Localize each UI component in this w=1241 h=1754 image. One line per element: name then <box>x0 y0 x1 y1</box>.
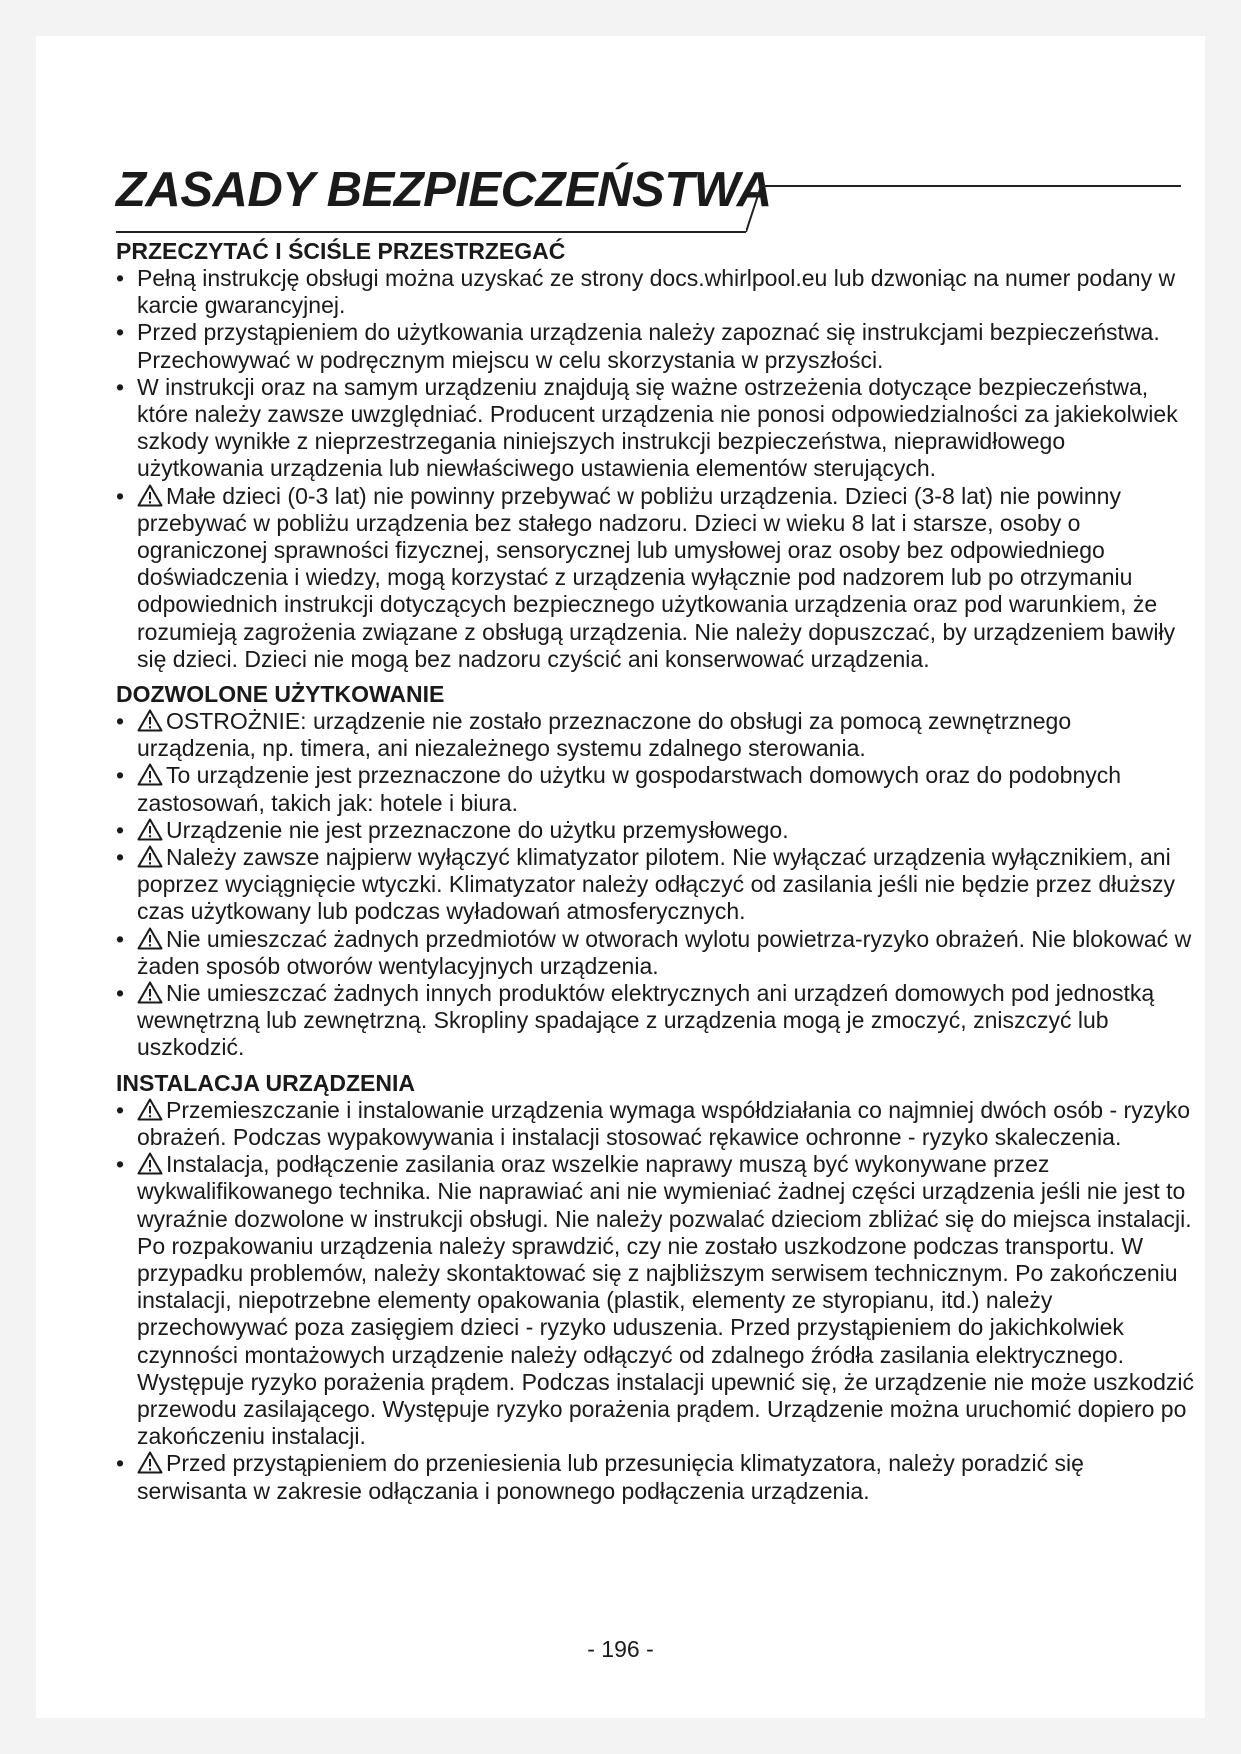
bullet-icon: • <box>116 265 125 291</box>
bullet-icon: • <box>116 482 125 509</box>
list-item <box>116 708 1196 762</box>
bullet-icon: • <box>116 844 125 871</box>
list-item <box>116 319 1196 373</box>
page-number: - 196 - <box>587 1636 654 1662</box>
list-item-text: Małe dzieci (0-3 lat) nie powinny przebywać w pobliżu urządzenia. Dzieci (3-8 lat) nie powinny przebywać w pobliżu urządzenia bez stałego nadzoru. Dzieci w wieku 8 lat i starsze, osoby o ograniczonej sprawności fizycznej, sensorycznej lub umysłowej oraz osoby bez odpowiedniego doświadczenia i wiedzy, mogą korzystać z urządzenia wyłącznie pod nadzorem lub po otrzymaniu odpowiednich instrukcji dotyczących bezpiecznego użytkowania urządzenia oraz pod warunkiem, że rozumieją zagrożenia związane z obsługą urządzenia. Nie należy dopuszczać, by urządzeniem bawiły się dzieci. Dzieci nie mogą bez nadzoru czyścić ani konserwować urządzenia. <box>137 482 1176 672</box>
list-item-text: Przed przystąpieniem do przeniesienia lub przesunięcia klimatyzatora, należy poradzić się serwisanta w zakresie odłączania i ponownego podłączenia urządzenia. <box>137 1450 1084 1504</box>
list-item-text: Urządzenie nie jest przeznaczone do użytku przemysłowego. <box>166 816 789 843</box>
section <box>116 681 1196 1062</box>
section <box>116 1070 1196 1505</box>
list-item <box>116 926 1196 980</box>
title-rule-right <box>759 185 1181 187</box>
list-item-text: Przemieszczanie i instalowanie urządzenia wymaga współdziałania co najmniej dwóch osób - ryzyko obrażeń. Podczas wypakowywania i instalacji stosować rękawice ochronne - ryzyko skaleczenia. <box>137 1096 1190 1150</box>
warning-triangle-icon <box>137 1451 163 1474</box>
section-heading: PRZECZYTAĆ I ŚCIŚLE PRZESTRZEGAĆ <box>116 238 566 264</box>
warning-triangle-icon <box>137 927 163 950</box>
bullet-icon: • <box>116 1151 125 1178</box>
bullet-icon: • <box>116 1450 125 1477</box>
bullet-icon: • <box>116 373 125 400</box>
bullet-list <box>116 1097 1196 1505</box>
warning-triangle-icon <box>137 484 163 507</box>
warning-triangle-icon <box>137 1152 163 1175</box>
section-heading: DOZWOLONE UŻYTKOWANIE <box>116 681 445 708</box>
list-item-text: OSTROŻNIE: urządzenie nie zostało przeznaczone do obsługi za pomocą zewnętrznego urządzenia, np. timera, ani niezależnego systemu zdalnego sterowania. <box>137 708 1072 762</box>
list-item-text: Instalacja, podłączenie zasilania oraz wszelkie naprawy muszą być wykonywane przez wykwalifikowanego technika. Nie naprawiać ani nie wymieniać żadnej części urządzenia jeśli nie jest to wyraźnie dozwolone w instrukcji obsługi. Nie należy pozwalać dzieciom zbliżać się do miejsca instalacji. Po rozpakowaniu urządzenia należy sprawdzić, czy nie zostało uszkodzone podczas transportu. W przypadku problemów, należy skontaktować się z najbliższym serwisem technicznym. Po zakończeniu instalacji, niepotrzebne elementy opakowania (plastik, elementy ze styropianu, itd.) należy przechowywać poza zasięgiem dzieci - ryzyko uduszenia. Przed przystąpieniem do jakichkolwiek czynności montażowych urządzenie należy odłączyć od zdalnego źródła zasilania elektrycznego. Występuje ryzyko porażenia prądem. Podczas instalacji upewnić się, że urządzenie nie może uszkodzić przewodu zasilającego. Występuje ryzyko porażenia prądem. Urządzenie można uruchomić dopiero po zakończeniu instalacji. <box>137 1151 1195 1450</box>
bullet-list <box>116 265 1196 673</box>
page-title: ZASADY BEZPIECZEŃSTWA <box>116 163 772 217</box>
list-item-text: W instrukcji oraz na samym urządzeniu znajdują się ważne ostrzeżenia dotyczące bezpieczeństwa, które należy zawsze uwzględniać. Producent urządzenia nie ponosi odpowiedzialności za jakiekolwiek szkody wynikłe z nieprzestrzegania niniejszych instrukcji bezpieczeństwa, nieprawidłowego użytkowania urządzenia lub niewłaściwego ustawienia elementów sterujących. <box>137 373 1178 482</box>
list-item-text: To urządzenie jest przeznaczone do użytku w gospodarstwach domowych oraz do podobnych zastosowań, takich jak: hotele i biura. <box>137 762 1122 816</box>
list-item-text: Przed przystąpieniem do użytkowania urządzenia należy zapoznać się instrukcjami bezpieczeństwa. Przechowywać w podręcznym miejscu w celu skorzystania w przyszłości. <box>137 319 1160 373</box>
list-item <box>116 374 1196 483</box>
title-block <box>116 128 1196 224</box>
list-item <box>116 265 1196 319</box>
list-item <box>116 483 1196 673</box>
list-item <box>116 1097 1196 1151</box>
bullet-icon: • <box>116 762 125 789</box>
list-item <box>116 762 1196 816</box>
warning-triangle-icon <box>137 981 163 1004</box>
bullet-icon: • <box>116 708 125 735</box>
bullet-icon: • <box>116 925 125 952</box>
title-underline <box>116 231 746 233</box>
bullet-list <box>116 708 1196 1062</box>
list-item-text: Pełną instrukcję obsługi można uzyskać ze strony docs.whirlpool.eu lub dzwoniąc na numer podany w karcie gwarancyjnej. <box>137 265 1176 319</box>
warning-triangle-icon <box>137 763 163 786</box>
title-rule-slant <box>746 185 762 233</box>
bullet-icon: • <box>116 980 125 1007</box>
section-heading: INSTALACJA URZĄDZENIA <box>116 1069 415 1096</box>
bullet-icon: • <box>116 816 125 843</box>
warning-triangle-icon <box>137 845 163 868</box>
warning-triangle-icon <box>137 1098 163 1121</box>
list-item-text: Należy zawsze najpierw wyłączyć klimatyzator pilotem. Nie wyłączać urządzenia wyłącznikiem, ani poprzez wyciągnięcie wtyczki. Klimatyzator należy odłączyć od zasilania jeśli nie będzie przez dłuższy czas użytkowany lub podczas wyładowań atmosferycznych. <box>137 844 1176 925</box>
list-item <box>116 844 1196 926</box>
list-item <box>116 980 1196 1062</box>
list-item-text: Nie umieszczać żadnych innych produktów elektrycznych ani urządzeń domowych pod jednostką wewnętrzną lub zewnętrzną. Skropliny spadające z urządzenia mogą je zmoczyć, zniszczyć lub uszkodzić. <box>137 980 1155 1061</box>
warning-triangle-icon <box>137 709 163 732</box>
document-page <box>36 36 1205 1718</box>
list-item <box>116 1450 1196 1504</box>
warning-triangle-icon <box>137 818 163 841</box>
list-item-text: Nie umieszczać żadnych przedmiotów w otworach wylotu powietrza-ryzyko obrażeń. Nie blokować w żaden sposób otworów wentylacyjnych urządzenia. <box>137 925 1192 979</box>
section <box>116 238 1196 673</box>
sections-container <box>116 238 1196 1505</box>
list-item <box>116 1151 1196 1450</box>
list-item <box>116 817 1196 844</box>
bullet-icon: • <box>116 1096 125 1123</box>
page-content <box>116 128 1196 1505</box>
bullet-icon: • <box>116 319 125 346</box>
